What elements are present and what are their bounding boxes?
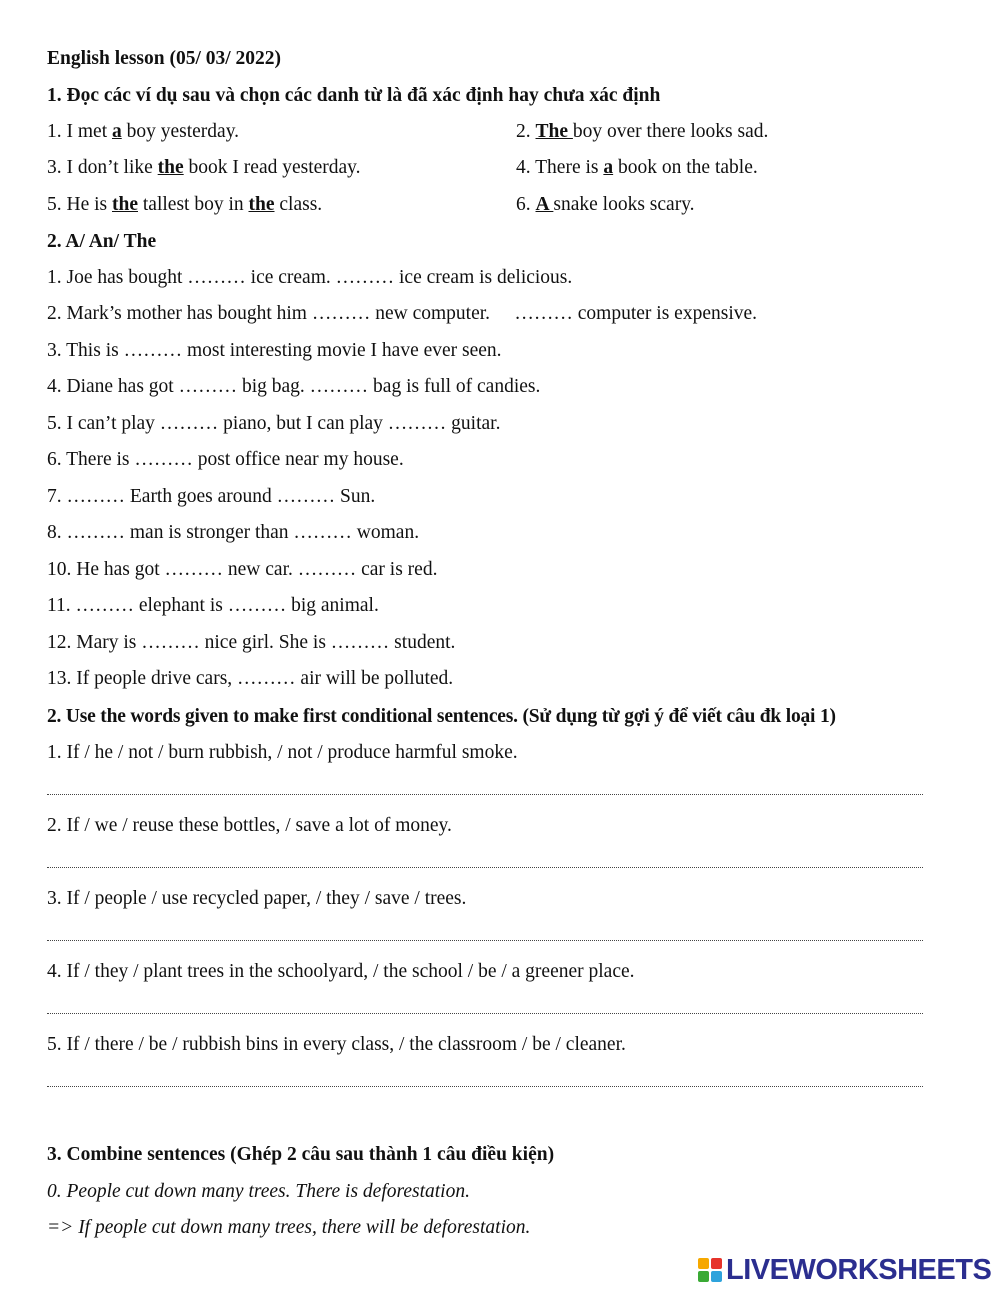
section2-item: 8. ……… man is stronger than ……… woman. <box>47 522 420 543</box>
section2-item: 5. I can’t play ……… piano, but I can play ……… guitar. <box>47 413 501 434</box>
logo-mark-icon <box>698 1258 722 1282</box>
section2-item: 6. There is ……… post office near my house. <box>47 449 404 470</box>
section4-example: 0. People cut down many trees. There is deforestation. <box>47 1181 470 1202</box>
page-title: English lesson (05/ 03/ 2022) <box>47 48 282 69</box>
answer-line[interactable] <box>47 790 923 795</box>
section2-item: 12. Mary is ……… nice girl. She is ……… student. <box>47 632 456 653</box>
section3-item: 4. If / they / plant trees in the schoolyard, / the school / be / a greener place. <box>47 961 635 982</box>
section1-item-3: 3. I don’t like the book I read yesterday. <box>47 157 361 178</box>
section1-heading: 1. Đọc các ví dụ sau và chọn các danh từ là đã xác định hay chưa xác định <box>47 85 661 106</box>
section3-item: 2. If / we / reuse these bottles, / save a lot of money. <box>47 815 452 836</box>
section2-item: 11. ……… elephant is ……… big animal. <box>47 595 379 616</box>
section3-heading: 2. Use the words given to make first conditional sentences. (Sử dụng từ gợi ý để viết câu đk loại 1) <box>47 706 836 727</box>
section2-item: 10. He has got ……… new car. ……… car is red. <box>47 559 438 580</box>
liveworksheets-logo <box>698 1255 991 1285</box>
section2-item: 4. Diane has got ……… big bag. ……… bag is full of candies. <box>47 376 541 397</box>
section3-item: 5. If / there / be / rubbish bins in every class, / the classroom / be / cleaner. <box>47 1034 626 1055</box>
section2-item: 13. If people drive cars, ……… air will be polluted. <box>47 668 454 689</box>
section2-heading: 2. A/ An/ The <box>47 231 157 252</box>
article-answer: the <box>248 194 275 215</box>
section1-item-1: 1. I met a boy yesterday. <box>47 121 240 142</box>
answer-line[interactable] <box>47 936 923 941</box>
section2-item: 7. ……… Earth goes around ……… Sun. <box>47 486 376 507</box>
answer-line[interactable] <box>47 1009 923 1014</box>
article-answer: the <box>157 157 184 178</box>
logo-text: LIVEWORKSHEETS <box>726 1253 992 1286</box>
section1-item-4: 4. There is a book on the table. <box>516 157 758 178</box>
section1-item-2: 2. The boy over there looks sad. <box>516 121 769 142</box>
section3-item: 1. If / he / not / burn rubbish, / not / produce harmful smoke. <box>47 742 518 763</box>
section2-item: 3. This is ……… most interesting movie I have ever seen. <box>47 340 502 361</box>
section3-item: 3. If / people / use recycled paper, / they / save / trees. <box>47 888 467 909</box>
section2-item: 2. Mark’s mother has bought him ……… new computer. ……… computer is expensive. <box>47 303 758 324</box>
article-answer: the <box>112 194 138 215</box>
section2-item: 1. Joe has bought ……… ice cream. ……… ice cream is delicious. <box>47 267 573 288</box>
section4-heading: 3. Combine sentences (Ghép 2 câu sau thành 1 câu điều kiện) <box>47 1144 555 1165</box>
answer-line[interactable] <box>47 1082 923 1087</box>
article-answer: a <box>603 157 614 178</box>
section1-item-5: 5. He is the tallest boy in the class. <box>47 194 323 215</box>
answer-line[interactable] <box>47 863 923 868</box>
section1-item-6: 6. A snake looks scary. <box>516 194 695 215</box>
article-answer: A <box>535 194 554 215</box>
section4-answer: => If people cut down many trees, there will be deforestation. <box>47 1217 531 1238</box>
article-answer: a <box>111 121 122 142</box>
article-answer: The <box>535 121 573 142</box>
